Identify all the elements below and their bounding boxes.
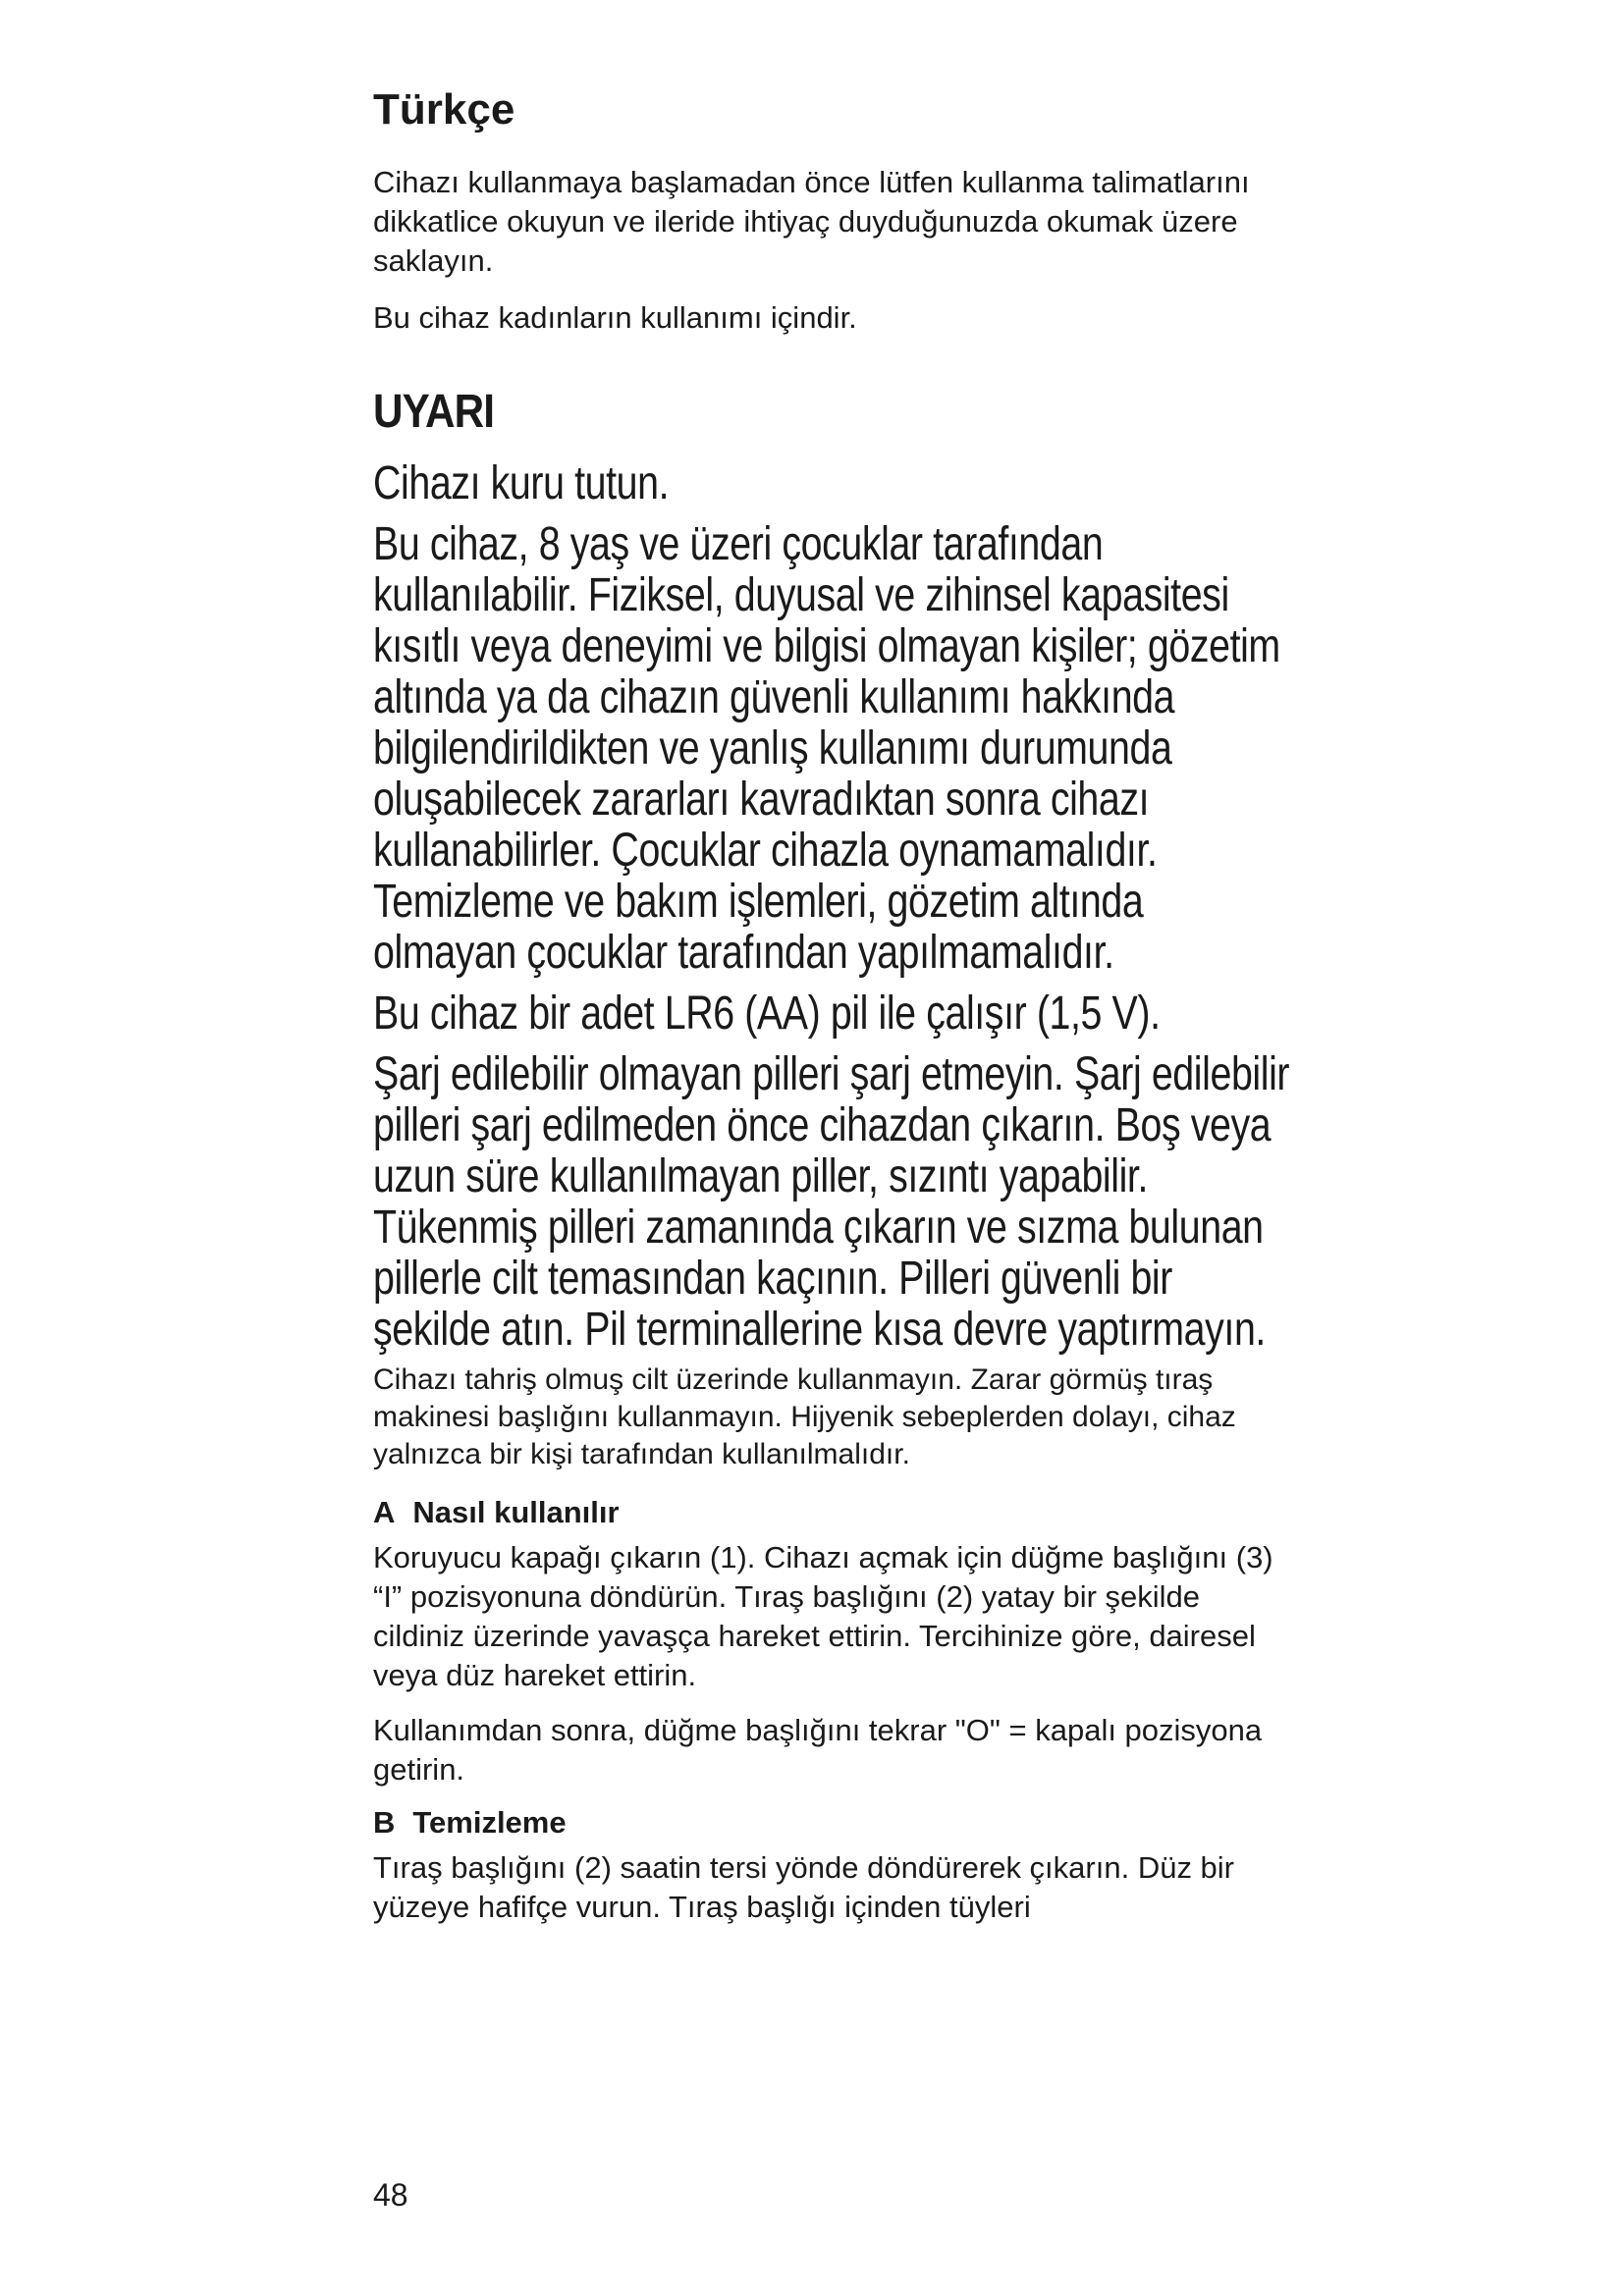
section-a-heading: [373, 1495, 1296, 1530]
section-paragraph: Tıraş başlığını (2) saatin tersi yönde döndürerek çıkarın. Düz bir yüzeye hafifçe vurun. Tıraş başlığı içinden tüyleri: [373, 1850, 1235, 1925]
section-paragraph: Kullanımdan sonra, düğme başlığını tekrar "O" = kapalı pozisyona getirin.: [373, 1713, 1263, 1788]
section-title: Nasıl kullanılır: [412, 1495, 620, 1530]
section-b-heading: [373, 1805, 1296, 1841]
page-number: 48: [373, 2177, 408, 2213]
warning-title: UYARI: [373, 386, 495, 439]
warning-paragraph: Cihazı kuru tutun.: [373, 457, 670, 510]
section-letter: A: [373, 1495, 396, 1530]
intro-block: [373, 163, 1296, 338]
warning-paragraph: Şarj edilebilir olmayan pilleri şarj etmeyin. Şarj edilebilir pilleri şarj edilmeden önce cihazdan çıkarın. Boş veya uzun süre kullanılmayan piller, sızıntı yapabilir. Tükenmiş pilleri zamanında çıkarın ve sızma bulunan pillerle cilt temasından kaçının. Pilleri güvenli bir şekilde atın. Pil terminallerine kısa devre yaptırmayın.: [373, 1048, 1290, 1357]
manual-page: [373, 86, 1296, 1943]
warning-body: [373, 458, 1296, 1356]
warning-paragraph: Bu cihaz, 8 yaş ve üzeri çocuklar tarafından kullanılabilir. Fiziksel, duyusal ve zihinsel kapasitesi kısıtlı veya deneyimi ve bilgisi olmayan kişiler; gözetim altında ya da cihazın güvenli kullanımı hakkında bilgilendirildikten ve yanlış kullanımı durumunda oluşabilecek zararları kavradıktan sonra cihazı kullanabilirler. Çocuklar cihazla oynamamalıdır. Temizleme ve bakım işlemleri, gözetim altında olmayan çocuklar tarafından yapılmamalıdır.: [373, 518, 1280, 980]
section-title: Temizleme: [412, 1805, 567, 1841]
intro-paragraph: Bu cihaz kadınların kullanımı içindir.: [373, 300, 857, 336]
section-b-body: [373, 1848, 1296, 1927]
warning-note-block: [373, 1362, 1296, 1473]
warning-note: Cihazı tahriş olmuş cilt üzerinde kullanmayın. Zarar görmüş tıraş makinesi başlığını kullanmayın. Hijyenik sebeplerden dolayı, cihaz yalnızca bir kişi tarafından kullanılmalıdır.: [373, 1363, 1236, 1471]
section-letter: B: [373, 1805, 396, 1841]
section-paragraph: Koruyucu kapağı çıkarın (1). Cihazı açmak için düğme başlığını (3) “I” pozisyonuna döndürün. Tıraş başlığını (2) yatay bir şekilde cildiniz üzerinde yavaşça hareket ettirin. Tercihinize göre, dairesel veya düz hareket ettirin.: [373, 1540, 1273, 1693]
intro-paragraph: Cihazı kullanmaya başlamadan önce lütfen kullanma talimatlarını dikkatlice okuyun ve ileride ihtiyaç duyduğunuzda okumak üzere saklayın.: [373, 165, 1250, 279]
warning-paragraph: Bu cihaz bir adet LR6 (AA) pil ile çalışır (1,5 V).: [373, 988, 1161, 1041]
section-a-body: [373, 1538, 1296, 1789]
language-heading: Türkçe: [373, 85, 515, 133]
